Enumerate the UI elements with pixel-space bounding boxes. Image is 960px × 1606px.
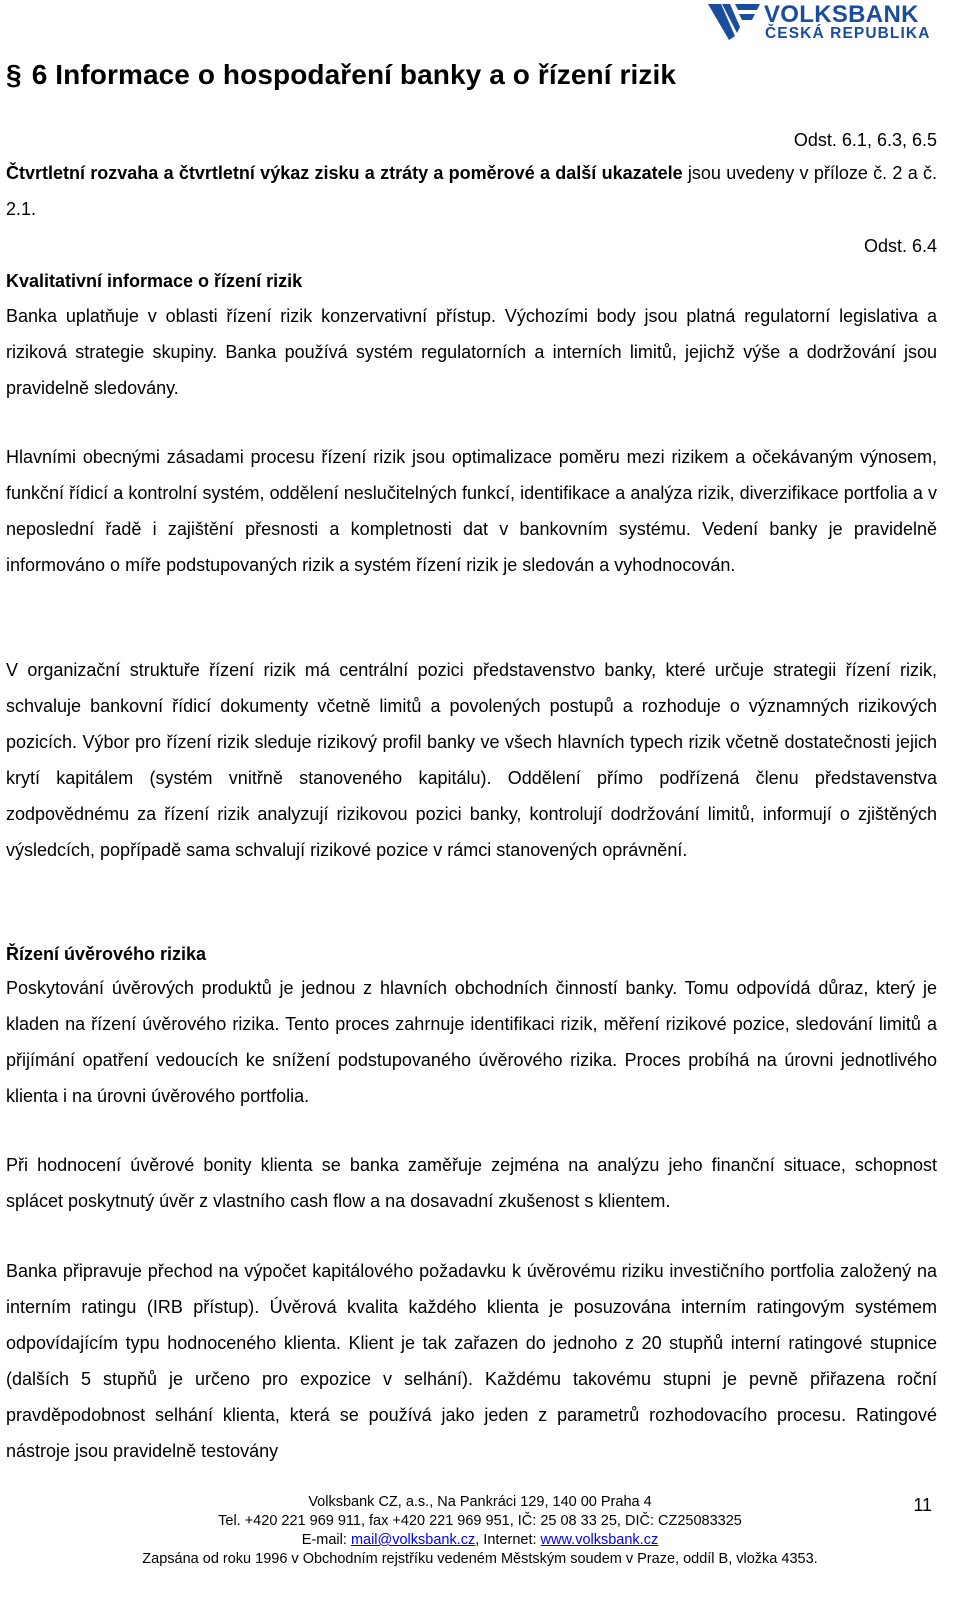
paragraph-reference-2: Odst. 6.4 [863, 236, 937, 256]
paragraph-reference-1: Odst. 6.1, 6.3, 6.5 [793, 130, 937, 150]
intro-rest-text: jsou uvedeny v příloze č. 2 a č. 2.1. [6, 163, 937, 219]
section-symbol: § [6, 59, 22, 90]
qualitative-heading: Kvalitativní informace o řízení rizik [6, 271, 303, 291]
website-link[interactable]: www.volksbank.cz [540, 1532, 659, 1548]
paragraph-principles: Hlavními obecnými zásadami procesu řízení rizik jsou optimalizace poměru mezi rizikem a očekávaným výnosem, funkční řídicí a kontrolní systém, oddělení neslučitelných funkcí, identifikace a analýza rizik, diverzifikace portfolia a v neposlední řadě i zajištění přesnosti a kompletnosti dat v bankovním systému. Vedení banky je pravidelně informováno o míře podstupovaných rizik a systém řízení rizik je sledován a vyhodnocován. [6, 447, 937, 575]
section-title: 6 Informace o hospodaření banky a o řízení rizik [31, 59, 676, 90]
paragraph-irb-rating: Banka připravuje přechod na výpočet kapitálového požadavku k úvěrovému riziku investičního portfolia založený na interním ratingu (IRB přístup). Úvěrová kvalita každého klienta je posuzována interním ratingovým systémem odpovídajícím typu hodnoceného klienta. Klient je tak zařazen do jednoho z 20 stupňů interní ratingové stupnice (dalších 5 stupňů je určeno pro expozice v selhání). Každému takovému stupni je pevně přiřazena roční pravděpodobnost selhání klienta, která se používá jako jeden z parametrů rozhodovacího procesu. Ratingové nástroje jsou pravidelně testovány [6, 1261, 937, 1461]
footer-internet-label: , Internet: [475, 1532, 541, 1548]
page-number: 11 [913, 1495, 932, 1515]
paragraph-risk-approach: Banka uplatňuje v oblasti řízení rizik konzervativní přístup. Výchozími body jsou platná regulatorní legislativa a riziková strategie skupiny. Banka používá systém regulatorních a interních limitů, jejichž výše a dodržování jsou pravidelně sledovány. [6, 306, 937, 398]
intro-bold-text: Čtvrtletní rozvaha a čtvrtletní výkaz zisku a ztráty a poměrové a další ukazatele [6, 163, 683, 183]
footer-contacts: Tel. +420 221 969 911, fax +420 221 969 951, IČ: 25 08 33 25, DIČ: CZ25083325 [218, 1513, 742, 1529]
volksbank-v-icon [708, 2, 762, 42]
logo-name: VOLKSBANK [764, 1, 919, 28]
email-link[interactable]: mail@volksbank.cz [350, 1532, 476, 1548]
intro-paragraph [6, 155, 937, 227]
footer-email-label: E-mail: [301, 1532, 351, 1548]
footer-links [110, 1531, 850, 1550]
credit-risk-heading: Řízení úvěrového rizika [6, 944, 207, 964]
footer-address: Volksbank CZ, a.s., Na Pankráci 129, 140 00 Praha 4 [308, 1494, 652, 1510]
section-heading [6, 59, 676, 91]
volksbank-logo [708, 2, 942, 44]
footer-registration: Zapsána od roku 1996 v Obchodním rejstříku vedeném Městským soudem v Praze, oddíl B, vložka 4353. [142, 1551, 818, 1567]
paragraph-credit-products: Poskytování úvěrových produktů je jednou z hlavních obchodních činností banky. Tomu odpovídá důraz, který je kladen na řízení úvěrového rizika. Tento proces zahrnuje identifikaci rizik, měření rizikové pozice, sledování limitů a přijímání opatření vedoucích ke snížení podstupovaného úvěrového rizika. Proces probíhá na úrovni jednotlivého klienta i na úrovni úvěrového portfolia. [6, 978, 937, 1106]
logo-subtitle: ČESKÁ REPUBLIKA [765, 25, 931, 42]
paragraph-creditworthiness: Při hodnocení úvěrové bonity klienta se banka zaměřuje zejména na analýzu jeho finanční situace, schopnost splácet poskytnutý úvěr z vlastního cash flow a na dosavadní zkušenost s klientem. [6, 1155, 937, 1211]
footer [110, 1493, 850, 1569]
paragraph-organization: V organizační struktuře řízení rizik má centrální pozici představenstvo banky, které určuje strategii řízení rizik, schvaluje bankovní řídicí dokumenty včetně limitů a povolených postupů a rozhoduje o významných rizikových pozicích. Výbor pro řízení rizik sleduje rizikový profil banky ve všech hlavních typech rizik včetně dostatečnosti jejich krytí kapitálem (systém vnitřně stanoveného kapitálu). Oddělení přímo podřízená členu představenstva zodpovědnému za řízení rizik analyzují rizikovou pozici banky, kontrolují dodržování limitů, informují o zjištěných výsledcích, popřípadě sama schvalují rizikové pozice v rámci stanovených oprávnění. [6, 660, 937, 860]
